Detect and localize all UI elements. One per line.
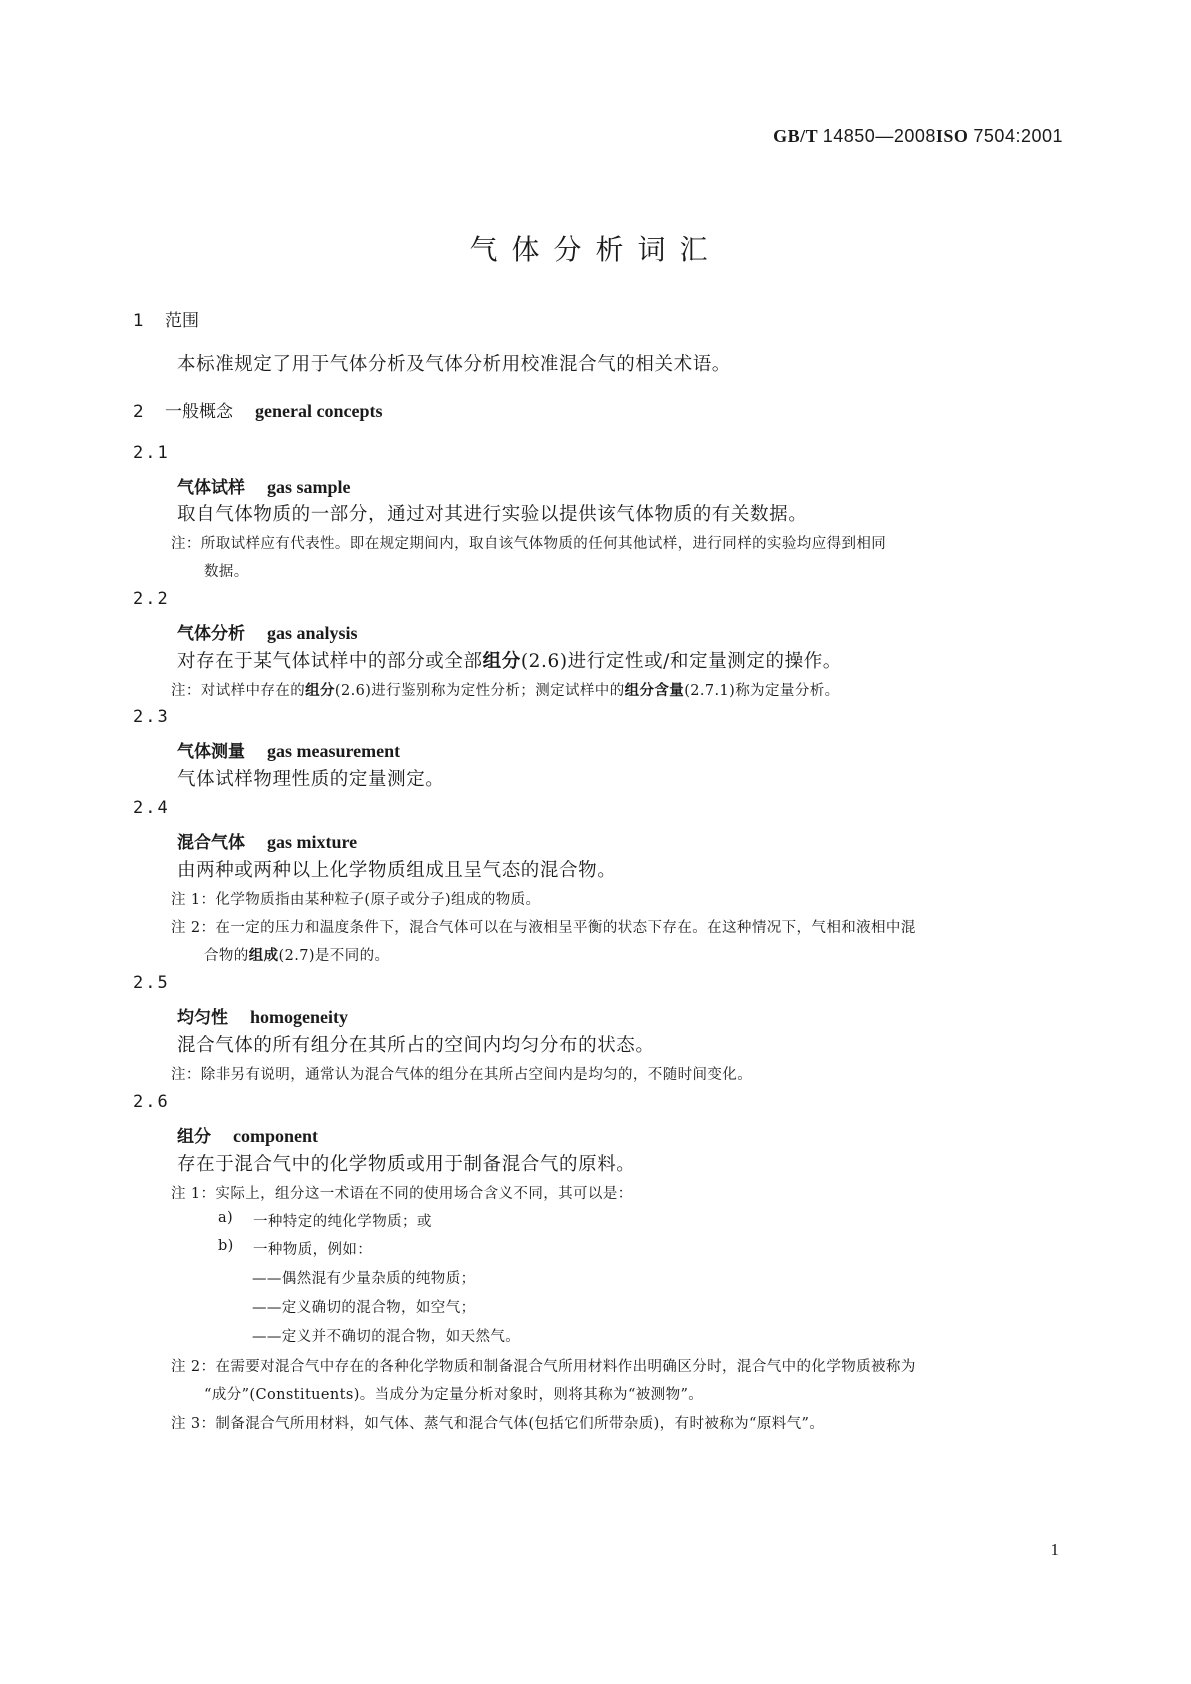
code-prefix: GB/T <box>773 126 818 146</box>
dash-item-1: ——偶然混有少量杂质的纯物质； <box>252 1271 476 1287</box>
term-note-2-continued: “成分”(Constituents)。当成分为定量分析对象时，则将其称为“被测物”。 <box>204 1387 704 1403</box>
definition-term-ref: 组分 <box>482 651 521 672</box>
note-part: 注：对试样中存在的 <box>171 683 306 699</box>
section-scope-heading <box>133 306 199 331</box>
term-note-2: 注 2：在一定的压力和温度条件下，混合气体可以在与液相呈平衡的状态下存在。在这种情况下，气相和液相中混 <box>171 920 916 936</box>
term-number-2-3: 2.3 <box>133 707 170 727</box>
term-note-3: 注 3：制备混合气所用材料，如气体、蒸气和混合气体(包括它们所带杂质)，有时被称为“原料气”。 <box>171 1416 825 1432</box>
term-en: gas analysis <box>267 623 358 643</box>
term-en: component <box>233 1126 318 1146</box>
term-number-2-2: 2.2 <box>133 589 170 609</box>
term-number-2-6: 2.6 <box>133 1092 170 1112</box>
term-number-2-1: 2.1 <box>133 443 170 463</box>
definition-part: 对存在于某气体试样中的部分或全部 <box>177 651 483 672</box>
code-number: 14850—2008 <box>822 126 936 146</box>
term-definition: 存在于混合气中的化学物质或用于制备混合气的原料。 <box>177 1154 636 1175</box>
section-title: 一般概念 <box>165 402 233 422</box>
standard-code <box>773 126 1063 147</box>
note-part: 合物的 <box>204 948 249 964</box>
term-note-continued: 数据。 <box>204 564 249 580</box>
definition-part: (2.6)进行定性或/和定量测定的操作。 <box>520 651 842 672</box>
list-item-b: 一种物质，例如： <box>253 1242 373 1258</box>
term-heading-gas-sample <box>177 473 351 498</box>
page-number: 1 <box>1050 1540 1059 1559</box>
note-term-ref: 组分含量 <box>624 683 685 699</box>
term-definition: 气体试样物理性质的定量测定。 <box>177 769 445 790</box>
code-iso-number: 7504:2001 <box>973 126 1063 146</box>
term-en: gas mixture <box>267 832 358 852</box>
term-en: homogeneity <box>250 1007 348 1027</box>
note-part: (2.6)进行鉴别称为定性分析；测定试样中的 <box>334 683 625 699</box>
term-heading-gas-mixture <box>177 828 357 853</box>
section-number: 1 <box>133 311 144 331</box>
term-en: gas sample <box>267 477 351 497</box>
term-heading-homogeneity <box>177 1003 348 1028</box>
term-zh: 气体测量 <box>177 742 245 762</box>
dash-item-2: ——定义确切的混合物，如空气； <box>252 1300 476 1316</box>
term-definition: 混合气体的所有组分在其所占的空间内均匀分布的状态。 <box>177 1035 655 1056</box>
code-iso: ISO <box>935 126 969 146</box>
term-zh: 气体分析 <box>177 624 245 644</box>
term-definition <box>177 647 842 673</box>
term-zh: 混合气体 <box>177 833 245 853</box>
note-part: (2.7.1)称为定量分析。 <box>684 683 840 699</box>
note-term-ref: 组分 <box>305 683 335 699</box>
section-number: 2 <box>133 402 144 422</box>
term-note: 注：除非另有说明，通常认为混合气体的组分在其所占空间内是均匀的，不随时间变化。 <box>171 1067 753 1083</box>
term-heading-component <box>177 1122 318 1147</box>
term-definition: 取自气体物质的一部分，通过对其进行实验以提供该气体物质的有关数据。 <box>177 504 808 525</box>
note-term-ref: 组成 <box>248 948 279 964</box>
term-zh: 均匀性 <box>177 1008 228 1028</box>
page-title: 气体分析词汇 <box>469 233 722 266</box>
term-heading-gas-analysis <box>177 619 358 644</box>
section-title: 范围 <box>165 311 199 331</box>
term-zh: 气体试样 <box>177 478 245 498</box>
section-scope-text: 本标准规定了用于气体分析及气体分析用校准混合气的相关术语。 <box>177 354 731 375</box>
list-item-a: 一种特定的纯化学物质；或 <box>253 1214 432 1230</box>
term-definition: 由两种或两种以上化学物质组成且呈气态的混合物。 <box>177 860 617 881</box>
term-number-2-5: 2.5 <box>133 973 170 993</box>
section-general-heading <box>133 397 382 422</box>
list-item-a-label: a) <box>218 1210 234 1226</box>
term-note <box>171 679 840 700</box>
term-heading-gas-measurement <box>177 737 400 762</box>
term-en: gas measurement <box>267 741 401 761</box>
term-zh: 组分 <box>177 1127 211 1147</box>
term-note-2-continued <box>204 944 389 965</box>
dash-item-3: ——定义并不确切的混合物，如天然气。 <box>252 1329 521 1345</box>
term-number-2-4: 2.4 <box>133 798 170 818</box>
list-item-b-label: b) <box>218 1238 234 1254</box>
term-note: 注：所取试样应有代表性。即在规定期间内，取自该气体物质的任何其他试样，进行同样的实验均应得到相同 <box>171 536 887 552</box>
term-note-1: 注 1：实际上，组分这一术语在不同的使用场合含义不同，其可以是： <box>171 1186 633 1202</box>
section-title-en: general concepts <box>255 401 383 421</box>
note-part: (2.7)是不同的。 <box>278 948 390 964</box>
term-note-1: 注 1：化学物质指由某种粒子(原子或分子)组成的物质。 <box>171 892 541 908</box>
term-note-2: 注 2：在需要对混合气中存在的各种化学物质和制备混合气所用材料作出明确区分时，混合气中的化学物质被称为 <box>171 1359 916 1375</box>
